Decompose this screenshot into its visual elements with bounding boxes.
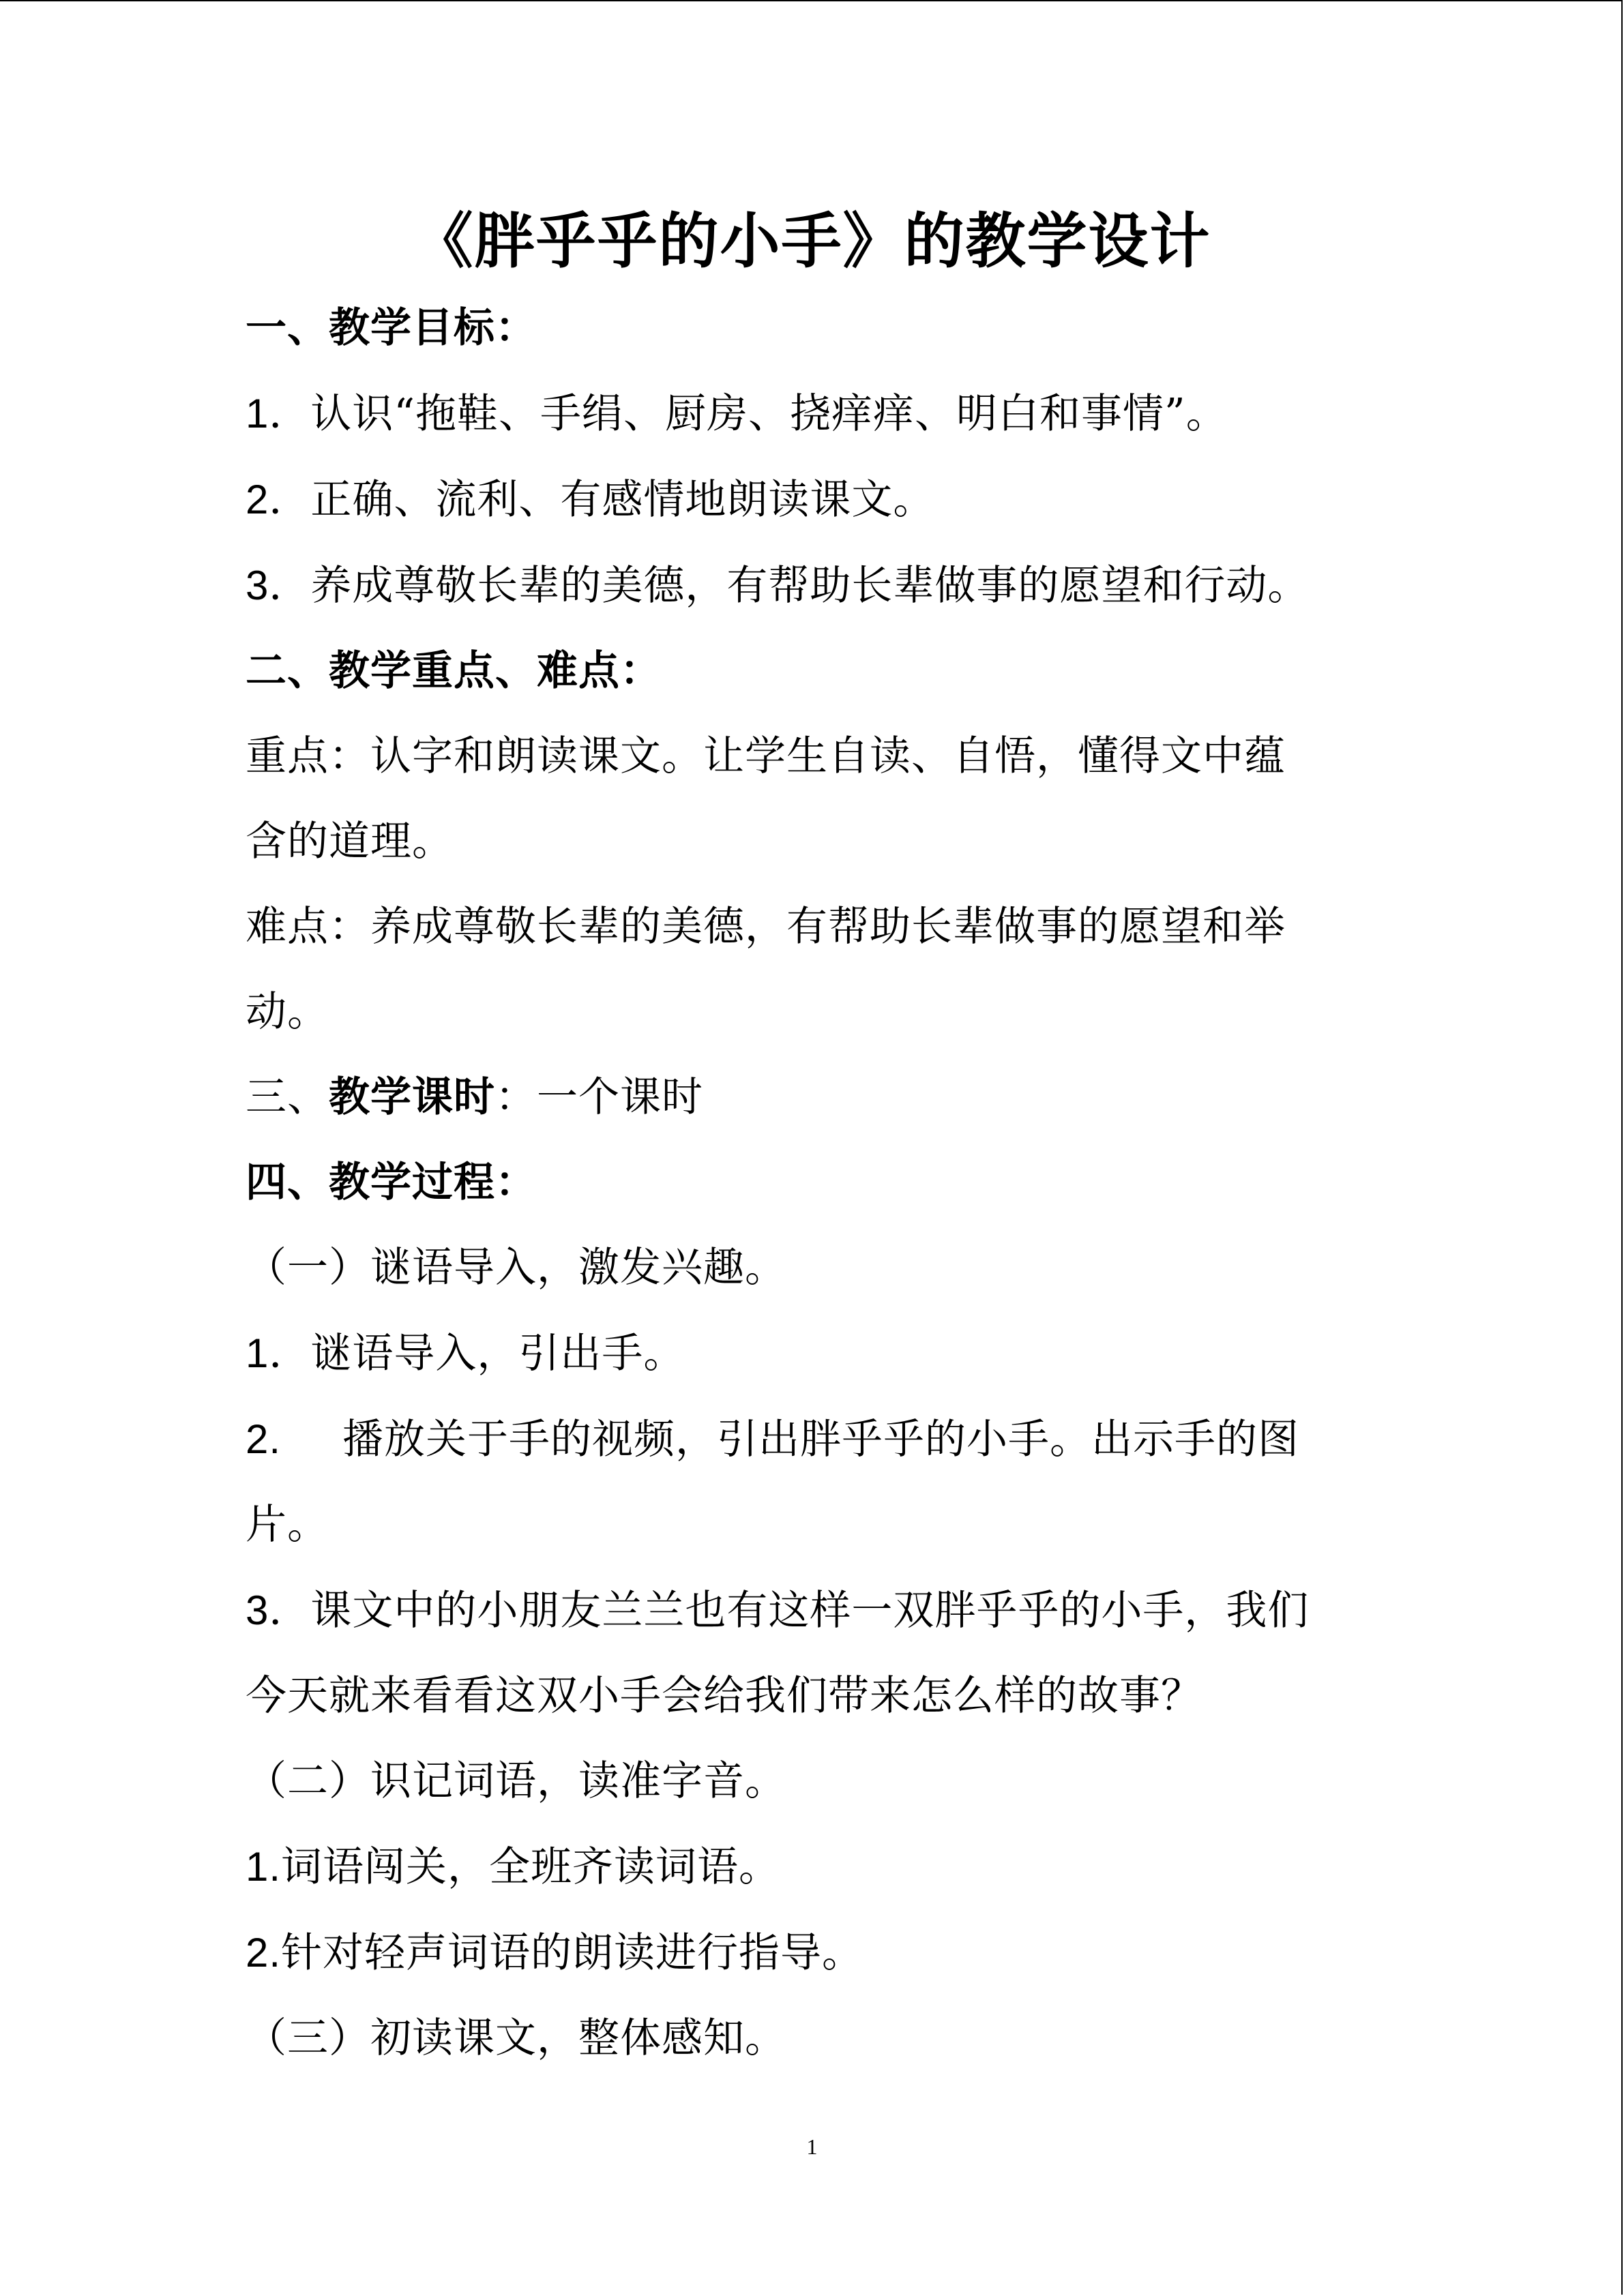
part2-item-1-number: 1.	[246, 1844, 282, 1890]
part1-item-2-text: 播放关于手的视频，引出胖乎乎的小手。出示手的图	[342, 1416, 1300, 1463]
part1-item-1-number: 1．	[246, 1330, 311, 1376]
part2-item-1-text: 词语闯关，全班齐读词语。	[281, 1843, 781, 1891]
part2-heading: （二）识记词语，读准字音。	[246, 1757, 786, 1805]
page-number: 1	[806, 2134, 818, 2159]
section4-heading: 四、教学过程：	[246, 1159, 537, 1206]
objective-item-1-number: 1．	[246, 391, 311, 436]
part1-item-2-number: 2.	[246, 1416, 282, 1462]
part1-item-2-cont: 片。	[246, 1501, 329, 1549]
part3-heading: （三）初读课文，整体感知。	[246, 2014, 786, 2062]
objective-item-3-text: 养成尊敬长辈的美德，有帮助长辈做事的愿望和行动。	[310, 562, 1310, 610]
part1-item-3	[246, 1568, 1378, 1654]
part1-item-1-text: 谜语导入，引出手。	[310, 1330, 685, 1377]
part2-item-2-number: 2.	[246, 1930, 282, 1976]
objective-item-3	[246, 543, 1378, 629]
part1-item-3-number: 3．	[246, 1587, 311, 1633]
objective-item-2-number: 2．	[246, 477, 311, 522]
key-point-line-1: 重点：认字和朗读课文。让学生自读、自悟，懂得文中蕴	[246, 732, 1286, 780]
difficulty-line-1: 难点：养成尊敬长辈的美德，有帮助长辈做事的愿望和举	[246, 903, 1286, 951]
part2-item-2	[246, 1910, 1378, 1996]
section3-line	[246, 1055, 1378, 1140]
document-body	[246, 286, 1378, 2081]
key-point-line-2: 含的道理。	[246, 818, 454, 865]
objective-item-1	[246, 371, 1378, 457]
difficulty-line-2: 动。	[246, 988, 329, 1036]
page-title: 《胖乎乎的小手》的教学设计	[413, 205, 1211, 276]
part1-item-3-text: 课文中的小朋友兰兰也有这样一双胖乎乎的小手，我们	[310, 1587, 1310, 1635]
section3-label: 教学课时	[329, 1073, 495, 1121]
part1-item-2	[246, 1397, 1378, 1482]
section3-prefix: 三、	[246, 1073, 329, 1121]
objective-item-3-number: 3．	[246, 563, 311, 608]
objective-item-2	[246, 457, 1378, 543]
section3-value: ：一个课时	[495, 1073, 703, 1121]
part1-item-1	[246, 1311, 1378, 1397]
part1-heading: （一）谜语导入，激发兴趣。	[246, 1244, 786, 1292]
section2-heading: 二、教学重点、难点：	[246, 647, 662, 695]
objective-item-2-text: 正确、流利、有感情地朗读课文。	[310, 476, 935, 524]
part2-item-1	[246, 1824, 1378, 1910]
objective-item-1-text: 认识“拖鞋、手绢、厨房、挠痒痒、明白和事情”。	[310, 390, 1228, 438]
section1-heading: 一、教学目标：	[246, 304, 537, 352]
part1-item-3-cont: 今天就来看看这双小手会给我们带来怎么样的故事？	[246, 1672, 1202, 1720]
part2-item-2-text: 针对轻声词语的朗读进行指导。	[281, 1929, 864, 1977]
